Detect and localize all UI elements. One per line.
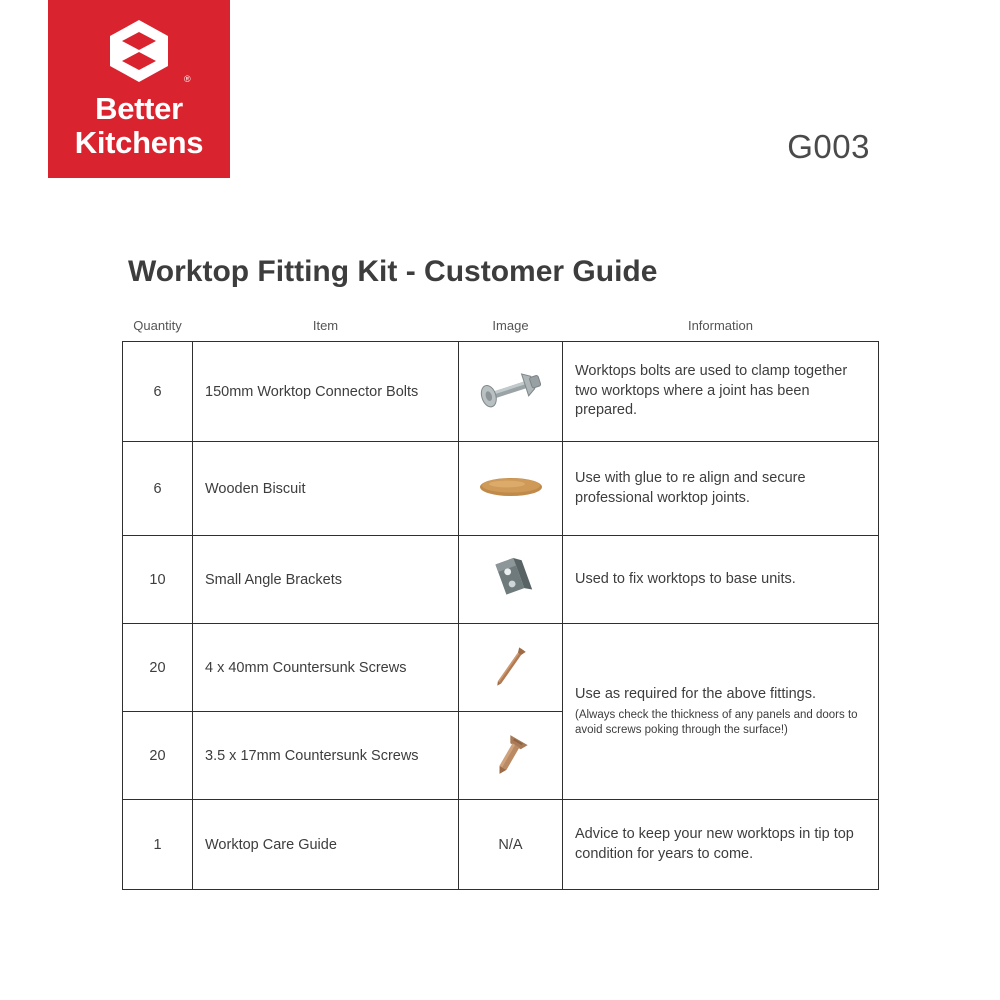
cell-image	[459, 712, 563, 800]
fitting-kit-table-wrapper	[122, 318, 878, 890]
table-row	[123, 624, 879, 712]
wooden-biscuit-icon	[474, 467, 548, 507]
cell-information: Advice to keep your new worktops in tip top condition for years to come.	[563, 800, 879, 890]
short-screw-icon	[484, 728, 538, 780]
brand-wordmark	[48, 92, 230, 160]
worktop-connector-bolt-icon	[474, 362, 548, 418]
cell-item: Worktop Care Guide	[193, 800, 459, 890]
information-main-text: Use as required for the above fittings.	[575, 685, 816, 702]
cell-information: Worktops bolts are used to clamp together two worktops where a joint has been prepared.	[563, 342, 879, 442]
cell-item: Small Angle Brackets	[193, 536, 459, 624]
brand-wordmark-line2: Kitchens	[74, 125, 204, 161]
information-note-text: (Always check the thickness of any panels and doors to avoid screws poking through the surface!)	[575, 709, 858, 737]
cell-item: 150mm Worktop Connector Bolts	[193, 342, 459, 442]
brand-wordmark-line1: Better	[95, 91, 183, 126]
cell-information: Use with glue to re align and secure professional worktop joints.	[563, 442, 879, 536]
cell-quantity: 20	[123, 712, 193, 800]
column-header-item: Item	[312, 318, 339, 333]
cell-image	[459, 536, 563, 624]
cell-quantity: 6	[123, 342, 193, 442]
brand-logo-block	[48, 0, 230, 178]
table-row	[123, 442, 879, 536]
cell-information: Used to fix worktops to base units.	[563, 536, 879, 624]
page-title: Worktop Fitting Kit - Customer Guide	[128, 255, 658, 288]
registered-trademark-symbol: ®	[184, 74, 191, 84]
column-header-image: Image	[492, 318, 529, 333]
cell-quantity: 10	[123, 536, 193, 624]
better-kitchens-logo-icon	[106, 18, 172, 84]
long-screw-icon	[484, 640, 538, 692]
table-header-row	[123, 318, 879, 342]
column-header-information: Information	[687, 318, 754, 333]
table-row	[123, 342, 879, 442]
cell-item: 4 x 40mm Countersunk Screws	[193, 624, 459, 712]
cell-image	[459, 342, 563, 442]
cell-quantity: 20	[123, 624, 193, 712]
cell-image	[459, 442, 563, 536]
cell-item: 3.5 x 17mm Countersunk Screws	[193, 712, 459, 800]
cell-information	[563, 624, 879, 800]
cell-quantity: 6	[123, 442, 193, 536]
column-header-quantity: Quantity	[133, 318, 182, 333]
cell-item: Wooden Biscuit	[193, 442, 459, 536]
fitting-kit-table	[122, 318, 879, 890]
angle-bracket-icon	[484, 552, 538, 604]
document-code: G003	[787, 128, 870, 165]
cell-image-not-applicable: N/A	[459, 800, 563, 890]
table-row	[123, 536, 879, 624]
cell-quantity: 1	[123, 800, 193, 890]
table-row	[123, 800, 879, 890]
cell-image	[459, 624, 563, 712]
